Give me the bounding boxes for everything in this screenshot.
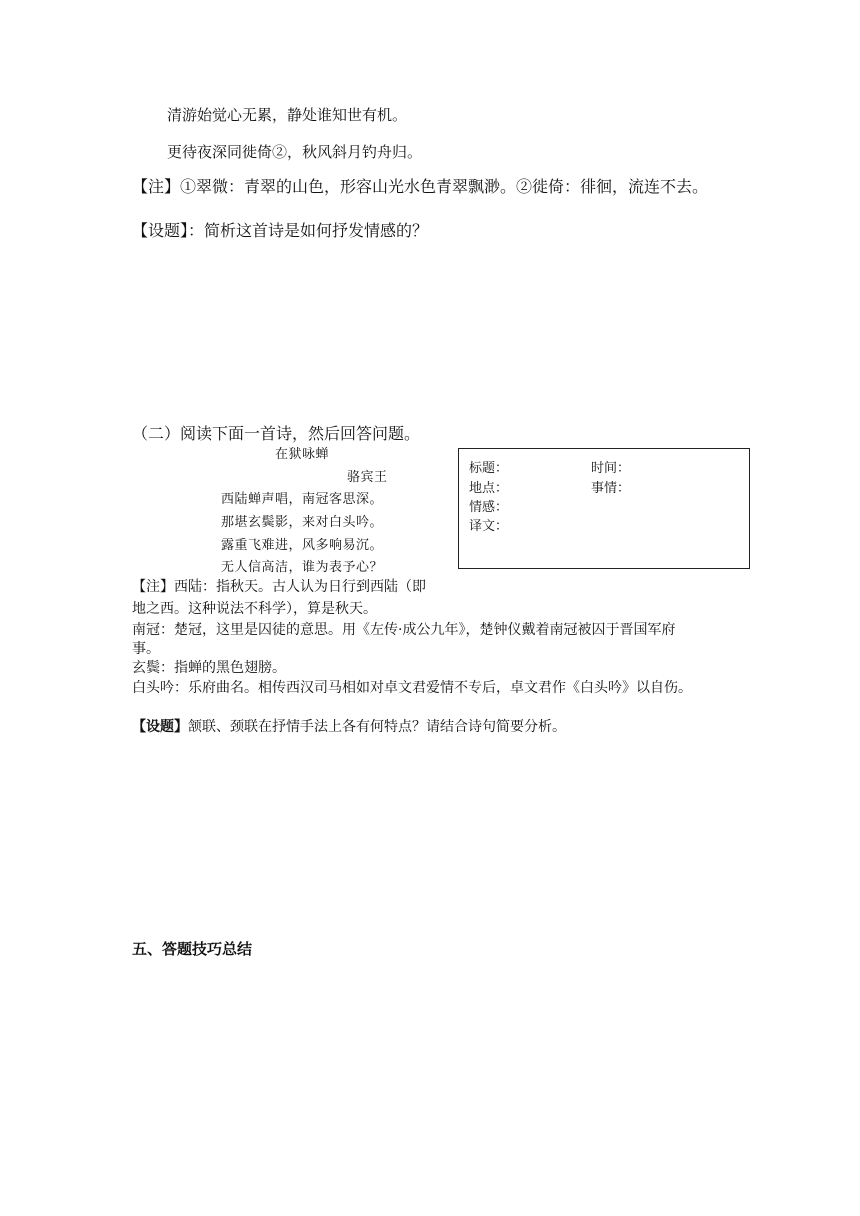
- box-emotion-label: 情感：: [469, 500, 509, 515]
- box-time-label: 时间：: [591, 461, 631, 476]
- note-nanguan-a: 南冠：楚冠，这里是囚徒的意思。用《左传·成公九年》，楚钟仪戴着南冠被囚于晋国军府: [132, 622, 676, 638]
- box-title-label: 标题：: [469, 461, 509, 476]
- box-event-label: 事情：: [591, 481, 631, 496]
- question2-tag: 【设题】: [132, 719, 188, 735]
- poem1-line1: 清游始觉心无累，静处谁知世有机。: [167, 106, 408, 124]
- question2: [132, 716, 566, 736]
- poem1-line2: 更待夜深同徙倚②，秋风斜月钓舟归。: [167, 143, 423, 161]
- box-place-label: 地点：: [469, 481, 509, 496]
- poem-title: 在狱咏蝉: [275, 447, 330, 462]
- poem-line-2: 那堪玄鬓影，来对白头吟。: [221, 515, 384, 530]
- section2-heading: （二）阅读下面一首诗，然后回答问题。: [132, 424, 421, 443]
- box-translation-label: 译文：: [469, 519, 509, 534]
- note-xilu-b: 地之西。这种说法不科学），算是秋天。: [132, 601, 377, 617]
- note-xuanbin: 玄鬓：指蝉的黑色翅膀。: [132, 660, 286, 676]
- poem-line-3: 露重飞难进，风多响易沉。: [221, 538, 384, 553]
- note-nanguan-b: 事。: [132, 641, 160, 657]
- question2-text: 颔联、颈联在抒情手法上各有何特点？请结合诗句简要分析。: [188, 719, 566, 735]
- poem-author: 骆宾王: [347, 470, 388, 485]
- poem-line-4: 无人信高洁，谁为表予心？: [221, 560, 384, 575]
- note1: 【注】①翠微：青翠的山色，形容山光水色青翠飘渺。②徙倚：徘徊，流连不去。: [132, 177, 709, 196]
- question1: 【设题】：简析这首诗是如何抒发情感的？: [132, 221, 429, 240]
- note-baitouyin: 白头吟：乐府曲名。相传西汉司马相如对卓文君爱情不专后，卓文君作《白头吟》以自伤。: [132, 680, 692, 696]
- section5-heading: 五、答题技巧总结: [132, 940, 253, 958]
- poem-line-1: 西陆蝉声唱，南冠客思深。: [221, 492, 384, 507]
- analysis-box: [458, 448, 750, 569]
- note-xilu-a: 【注】西陆：指秋天。古人认为日行到西陆（即: [132, 579, 426, 595]
